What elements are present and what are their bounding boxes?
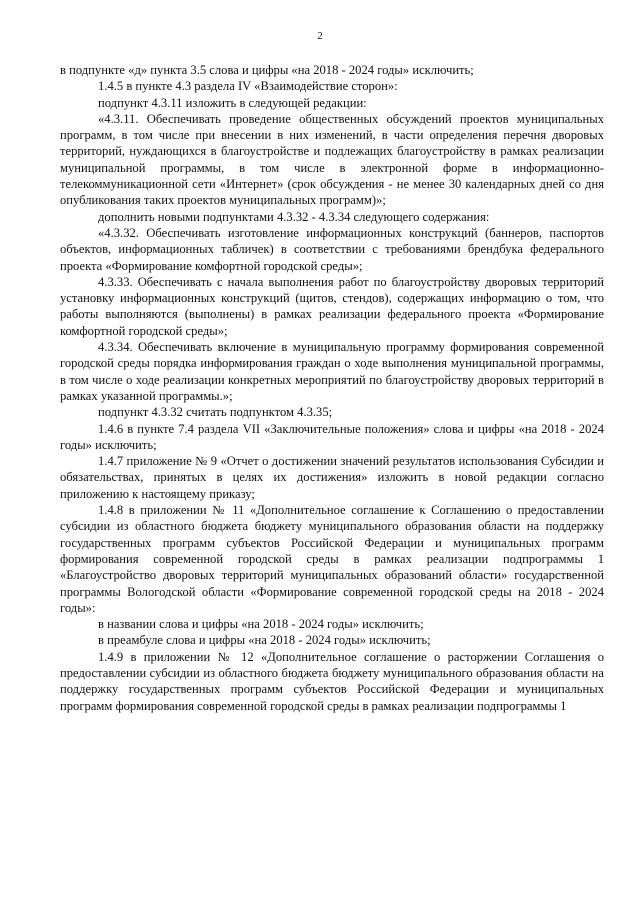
paragraph: в преамбуле слова и цифры «на 2018 - 2024 годы» исключить;: [98, 633, 431, 648]
paragraph: 1.4.5 в пункте 4.3 раздела IV «Взаимодействие сторон»:: [98, 79, 398, 94]
paragraph: в подпункте «д» пункта 3.5 слова и цифры «на 2018 - 2024 годы» исключить;: [60, 63, 474, 77]
paragraph: 4.3.34. Обеспечивать включение в муниципальную программу формирования современной городской среды порядка информирования граждан о ходе выполнения муниципальной программы, в том числе о ходе реализации конкретных мероприятий по благоустройству дворовых территорий в рамках указанной программы.»;: [60, 340, 604, 403]
paragraph: «4.3.32. Обеспечивать изготовление информационных конструкций (баннеров, паспортов объектов, информационных табличек) в соответствии с требованиями брендбука федерального проекта «Формирование комфортной городской среды»;: [60, 225, 604, 273]
paragraph: 4.3.33. Обеспечивать с начала выполнения работ по благоустройству дворовых территорий установку информационных конструкций (щитов, стендов), содержащих информацию о том, что работы выполняются (выполнены) в рамках реализации федерального проекта «Формирование комфортной городской среды»;: [60, 274, 604, 338]
paragraph: 1.4.7 приложение № 9 «Отчет о достижении значений результатов использования Субсидии и обязательствах, принятых в целях их достижения» изложить в новой редакции согласно приложению к настоящему приказу;: [60, 454, 604, 501]
paragraph: «4.3.11. Обеспечивать проведение общественных обсуждений проектов муниципальных программ, в том числе при внесении в них изменений, в части определения перечня дворовых территорий, нуждающихся в благоустройстве и подлежащих благоустройству в рамках реализации муниципальной программы, в том числе в электронной форме в информационно-телекоммуникационной сети «Интернет» (срок обсуждения - не менее 30 календарных дней со дня опубликования таких проектов муниципальных программ)»;: [60, 111, 604, 208]
paragraph: подпункт 4.3.11 изложить в следующей редакции:: [98, 95, 367, 110]
paragraph: 1.4.8 в приложении № 11 «Дополнительное соглашение к Соглашению о предоставлении субсидии из областного бюджета бюджету муниципального образования области на поддержку государственных программ субъектов Российской Федерации и муниципальных программ формирования современной городской среды в рамках реализации подпрограммы 1 «Благоустройство дворовых территорий муниципальных образований области» государственной программы Вологодской области «Формирование современной городской среды на 2018 - 2024 годы»:: [60, 503, 604, 615]
paragraph: подпункт 4.3.32 считать подпунктом 4.3.35;: [98, 405, 333, 420]
document-body: [60, 62, 604, 714]
paragraph: 1.4.9 в приложении № 12 «Дополнительное соглашение о расторжении Соглашения о предоставлении субсидии из областного бюджета бюджету муниципального образования области на поддержку государственных программ субъектов Российской Федерации и муниципальных программ формирования современной городской среды в рамках реализации подпрограммы 1: [60, 649, 604, 713]
paragraph: в названии слова и цифры «на 2018 - 2024 годы» исключить;: [98, 617, 424, 632]
paragraph: 1.4.6 в пункте 7.4 раздела VII «Заключительные положения» слова и цифры «на 2018 - 2024 годы» исключить;: [60, 421, 604, 452]
paragraph: дополнить новыми подпунктами 4.3.32 - 4.3.34 следующего содержания:: [98, 209, 490, 224]
page-number: 2: [317, 30, 323, 42]
